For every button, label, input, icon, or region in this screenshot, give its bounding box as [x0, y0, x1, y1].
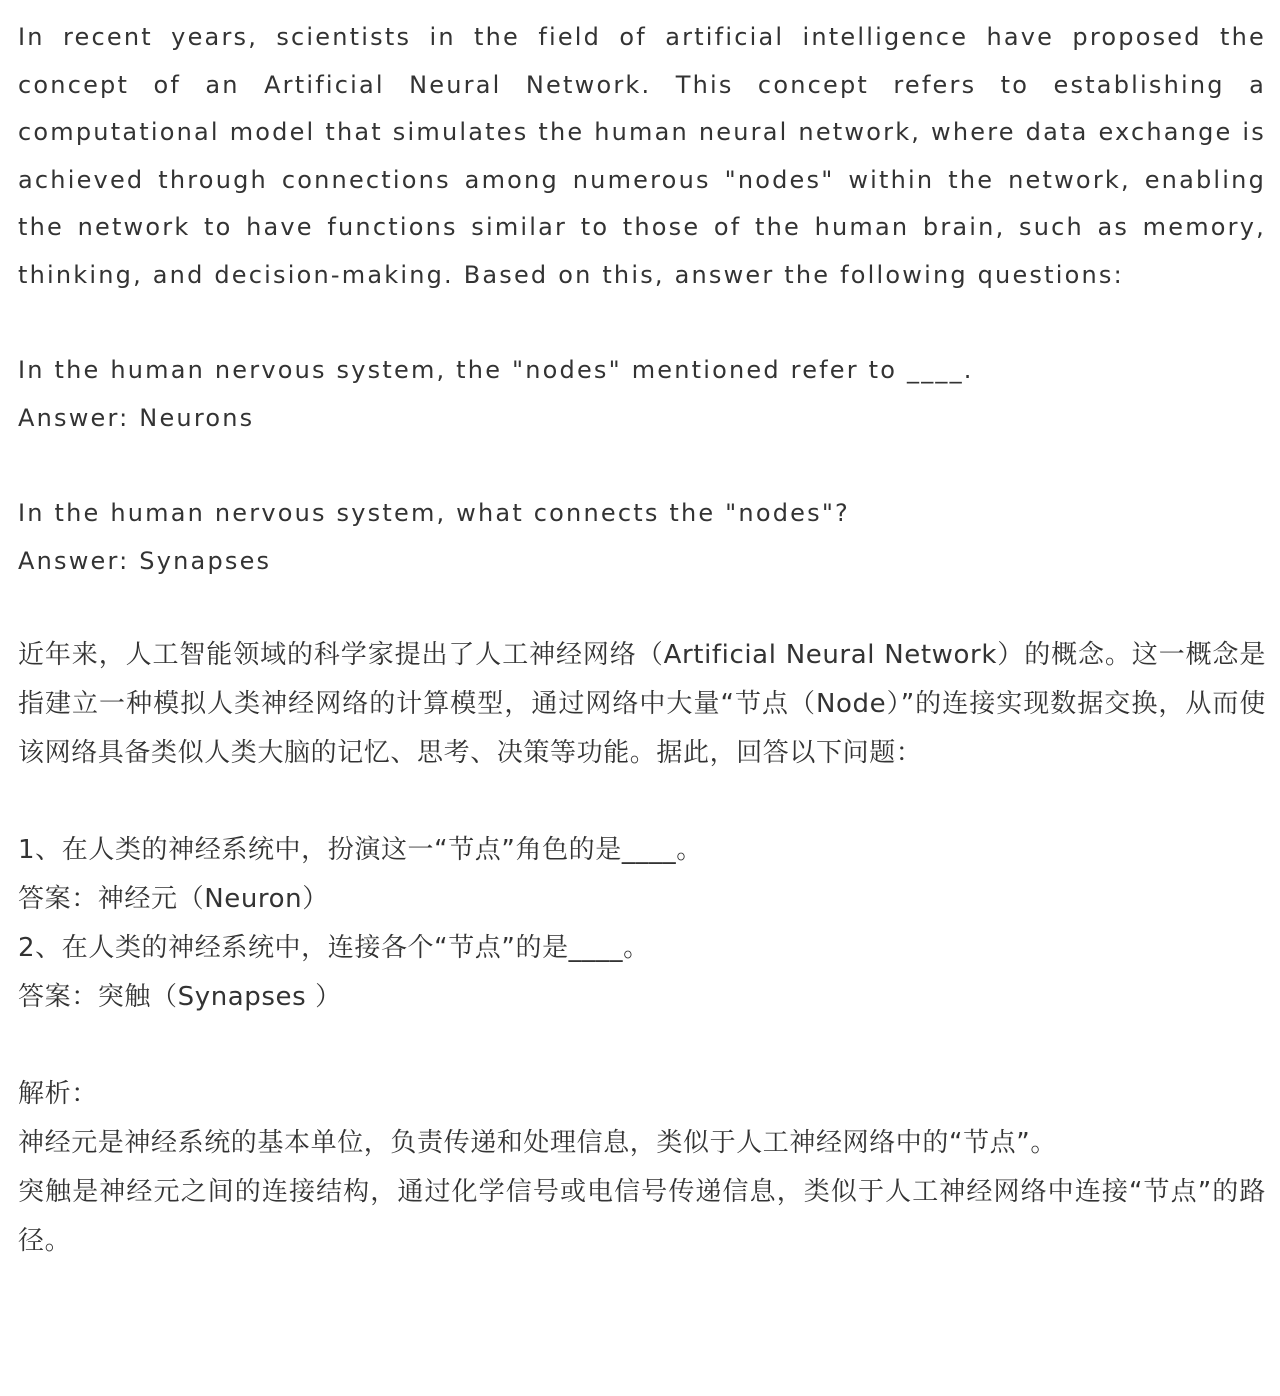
- chinese-question-2: 2、在人类的神经系统中，连接各个“节点”的是____。: [18, 932, 650, 963]
- analysis-paragraph-2: 突触是神经元之间的连接结构，通过化学信号或电信号传递信息，类似于人工神经网络中连接“节点”的路径。: [18, 1176, 1266, 1256]
- chinese-answer-1: 答案：神经元（Neuron）: [18, 884, 329, 915]
- english-question-1: In the human nervous system, the "nodes" mentioned refer to ____.: [18, 356, 974, 385]
- spacer: [18, 778, 1266, 827]
- spacer: [18, 300, 1266, 348]
- analysis-paragraph-1: 神经元是神经系统的基本单位，负责传递和处理信息，类似于人工神经网络中的“节点”。: [18, 1128, 1057, 1159]
- spacer: [18, 1022, 1266, 1071]
- article-body: [18, 14, 1266, 1265]
- english-question-2: In the human nervous system, what connects the "nodes"?: [18, 498, 850, 527]
- english-intro-paragraph: In recent years, scientists in the field of artificial intelligence have proposed the concept of an Artificial Neural Network. This concept refers to establishing a computational model that simulates the human neural network, where data exchange is achieved through connections among numerous "nodes" within the network, enabling the network to have functions similar to those of the human brain, such as memory, thinking, and decision-making. Based on this, answer the following questions:: [18, 23, 1266, 289]
- spacer: [18, 585, 1266, 631]
- chinese-question-1: 1、在人类的神经系统中，扮演这一“节点”角色的是____。: [18, 835, 703, 866]
- analysis-heading: 解析：: [18, 1079, 98, 1110]
- spacer: [18, 442, 1266, 490]
- english-answer-1: Answer: Neurons: [18, 403, 255, 432]
- chinese-answer-2: 答案：突触（Synapses ）: [18, 981, 342, 1012]
- chinese-intro-paragraph: 近年来，人工智能领域的科学家提出了人工神经网络（Artificial Neural Network）的概念。这一概念是指建立一种模拟人类神经网络的计算模型，通过网络中大量“节点（Node）”的连接实现数据交换，从而使该网络具备类似人类大脑的记忆、思考、决策等功能。据此，回答以下问题：: [18, 640, 1266, 768]
- english-answer-2: Answer: Synapses: [18, 546, 272, 575]
